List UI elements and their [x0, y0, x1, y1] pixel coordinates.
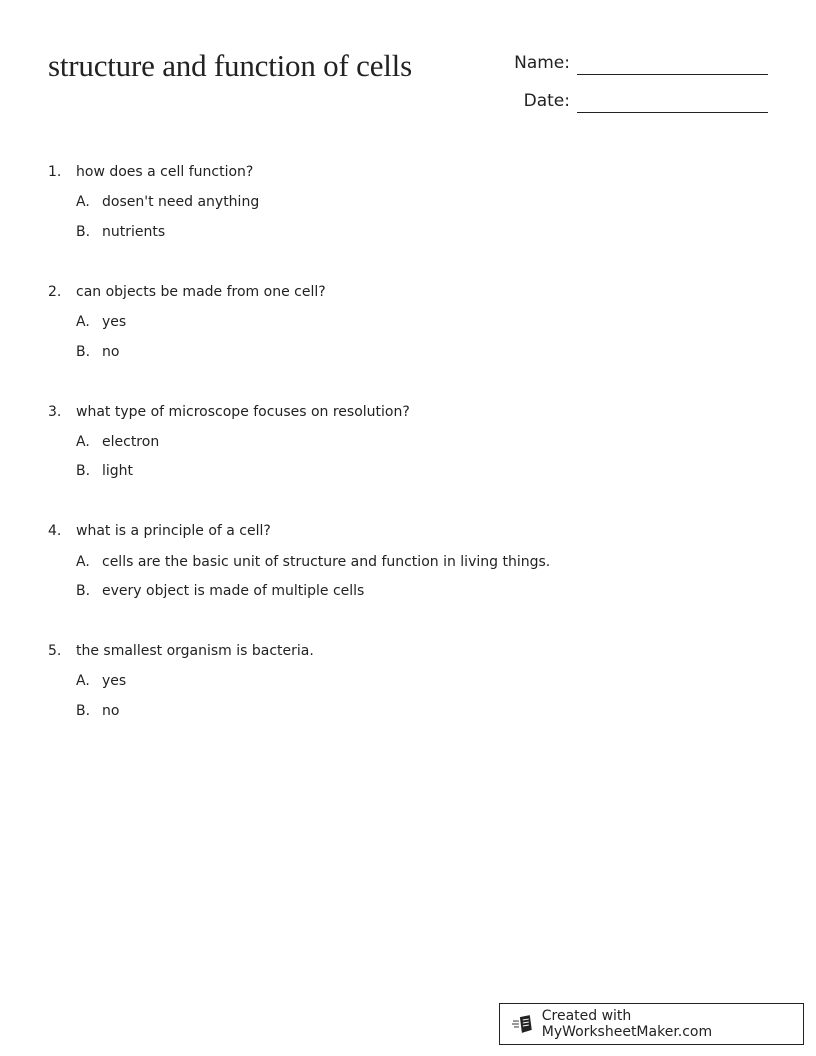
- footer-text: Created with MyWorksheetMaker.com: [541, 1008, 713, 1040]
- option-letter: B.: [76, 583, 91, 599]
- option-list: [48, 428, 768, 487]
- question-line: [48, 282, 768, 302]
- option-text: yes: [102, 673, 127, 690]
- option-text: no: [102, 702, 120, 719]
- name-line[interactable]: [577, 74, 768, 75]
- question-number: 5.: [48, 643, 62, 659]
- question-line: [48, 521, 768, 541]
- answer-option[interactable]: [48, 577, 768, 607]
- option-text: nutrients: [102, 223, 166, 240]
- option-list: [48, 548, 768, 607]
- option-list: [48, 308, 768, 367]
- question-text: what is a principle of a cell?: [76, 523, 271, 540]
- name-field[interactable]: [440, 51, 768, 75]
- date-label: Date:: [523, 91, 570, 111]
- option-letter: A.: [76, 314, 90, 330]
- question-number: 2.: [48, 283, 62, 300]
- answer-option[interactable]: [48, 188, 768, 218]
- answer-option[interactable]: [48, 308, 768, 338]
- option-text: electron: [102, 433, 160, 450]
- question-line: [48, 402, 768, 422]
- answer-option[interactable]: [48, 548, 768, 578]
- option-letter: A.: [76, 194, 90, 211]
- date-field[interactable]: [440, 89, 768, 113]
- option-letter: B.: [76, 223, 91, 240]
- option-letter: A.: [76, 553, 90, 570]
- option-letter: B.: [76, 702, 91, 719]
- option-letter: A.: [76, 433, 90, 450]
- question-item: [48, 641, 768, 726]
- question-line: [48, 641, 768, 661]
- question-text: what type of microscope focuses on resolution?: [76, 403, 410, 420]
- footer-credit: [499, 1003, 804, 1045]
- worksheet-title: structure and function of cells: [48, 48, 412, 83]
- option-letter: B.: [76, 343, 91, 360]
- question-number: 3.: [48, 403, 62, 420]
- question-item: [48, 162, 768, 247]
- option-text: light: [102, 463, 134, 480]
- answer-option[interactable]: [48, 428, 768, 458]
- question-line: [48, 162, 768, 182]
- question-item: [48, 402, 768, 487]
- date-line[interactable]: [577, 112, 768, 113]
- option-text: every object is made of multiple cells: [102, 583, 365, 599]
- option-text: no: [102, 343, 120, 360]
- option-text: dosen't need anything: [102, 194, 260, 211]
- worksheet-logo-icon: [512, 1014, 534, 1034]
- question-list: [48, 162, 768, 761]
- option-text: cells are the basic unit of structure and function in living things.: [102, 553, 551, 570]
- option-text: yes: [102, 314, 127, 330]
- option-list: [48, 667, 768, 726]
- question-number: 4.: [48, 523, 62, 540]
- question-number: 1.: [48, 164, 62, 180]
- question-item: [48, 521, 768, 606]
- option-letter: A.: [76, 673, 90, 690]
- question-text: how does a cell function?: [76, 164, 254, 180]
- answer-option[interactable]: [48, 457, 768, 487]
- answer-option[interactable]: [48, 697, 768, 727]
- option-letter: B.: [76, 463, 91, 480]
- question-text: the smallest organism is bacteria.: [76, 643, 314, 659]
- option-list: [48, 188, 768, 247]
- answer-option[interactable]: [48, 338, 768, 368]
- question-item: [48, 282, 768, 367]
- name-label: Name:: [514, 53, 570, 73]
- answer-option[interactable]: [48, 667, 768, 697]
- question-text: can objects be made from one cell?: [76, 283, 326, 300]
- answer-option[interactable]: [48, 218, 768, 248]
